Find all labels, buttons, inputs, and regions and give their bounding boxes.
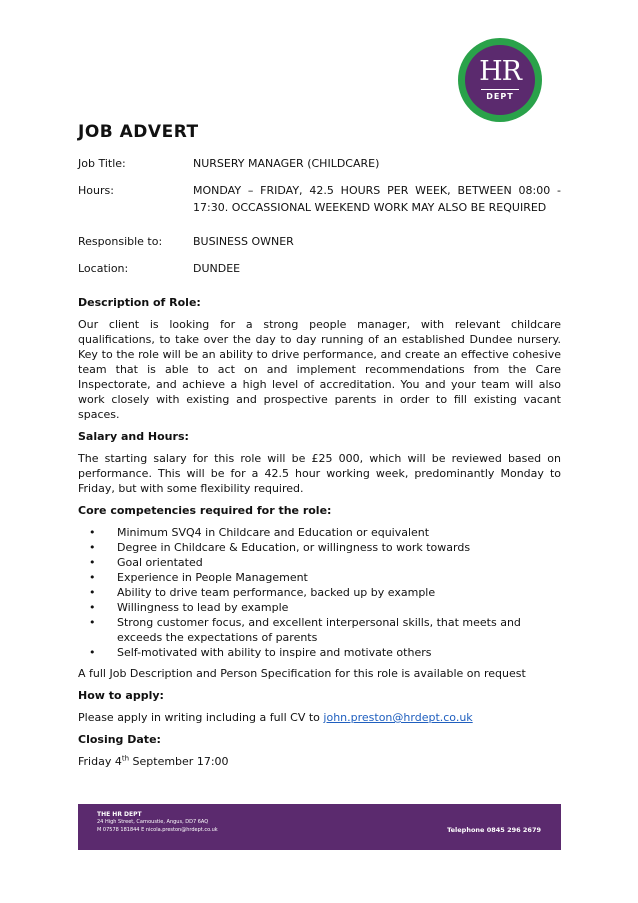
closing-day-suffix: th — [121, 754, 130, 763]
closing-time: September 17:00 — [129, 755, 229, 768]
field-label: Job Title: — [78, 157, 126, 170]
competencies-heading: Core competencies required for the role: — [78, 504, 332, 517]
page-title: JOB ADVERT — [78, 122, 199, 142]
apply-instructions: Please apply in writing including a full CV to — [78, 711, 324, 724]
list-item: • Experience in People Management — [78, 570, 561, 585]
footer-company: THE HR DEPT — [97, 811, 142, 818]
logo-text: HR — [479, 56, 521, 87]
closing-day: Friday 4 — [78, 755, 122, 768]
full-description-note: A full Job Description and Person Specification for this role is available on request — [78, 667, 526, 680]
field-value: DUNDEE — [193, 262, 241, 275]
hr-dept-logo — [458, 38, 542, 122]
field-value: NURSERY MANAGER (CHILDCARE) — [193, 157, 380, 170]
list-item: • Willingness to lead by example — [78, 600, 561, 615]
footer-contact: M 07578 181844 E nicola.preston@hrdept.co.uk — [97, 827, 218, 833]
logo-divider — [481, 89, 519, 90]
list-item: • Self-motivated with ability to inspire and motivate others — [78, 645, 561, 660]
footer-telephone: Telephone 0845 296 2679 — [447, 826, 541, 834]
field-label: Responsible to: — [78, 235, 163, 248]
footer-address: 24 High Street, Carnoustie, Angus, DD7 6AQ — [97, 819, 209, 825]
role-heading: Description of Role: — [78, 296, 201, 309]
advert-body — [78, 295, 561, 776]
competencies-list — [78, 525, 561, 660]
salary-description: The starting salary for this role will be £25 000, which will be reviewed based on performance. This will be for a 42.5 hour working week, predominantly Monday to Friday, but with some flexibility required. — [78, 452, 561, 495]
salary-heading: Salary and Hours: — [78, 430, 189, 443]
field-label: Location: — [78, 262, 129, 275]
list-item: • Ability to drive team performance, backed up by example — [78, 585, 561, 600]
apply-text — [78, 710, 561, 725]
list-item: • Goal orientated — [78, 555, 561, 570]
role-description: Our client is looking for a strong people manager, with relevant childcare qualifications, to take over the day to day running of an established Dundee nursery. Key to the role will be an ability to drive performance, and create an effective cohesive team that is able to act on and implement recommendations from the Care Inspectorate, and achieve a high level of accreditation. You and your team will also work closely with existing and prospective parents in order to fill existing vacant spaces. — [78, 318, 561, 421]
list-item: • Degree in Childcare & Education, or willingness to work towards — [78, 540, 561, 555]
apply-email-link[interactable]: john.preston@hrdept.co.uk — [323, 711, 473, 724]
field-label: Hours: — [78, 184, 114, 197]
list-item: • Minimum SVQ4 in Childcare and Education or equivalent — [78, 525, 561, 540]
closing-heading: Closing Date: — [78, 733, 161, 746]
field-value: MONDAY – FRIDAY, 42.5 HOURS PER WEEK, BETWEEN 08:00 - 17:30. OCCASSIONAL WEEKEND WORK MAY ALSO BE REQUIRED — [193, 184, 561, 214]
apply-heading: How to apply: — [78, 689, 164, 702]
logo-badge — [465, 45, 535, 115]
footer-banner — [78, 804, 561, 850]
logo-subtext: DEPT — [486, 92, 514, 101]
closing-date — [78, 754, 561, 769]
list-item: • Strong customer focus, and excellent interpersonal skills, that meets and exceeds the expectations of parents — [78, 615, 561, 645]
field-value: BUSINESS OWNER — [193, 235, 294, 248]
